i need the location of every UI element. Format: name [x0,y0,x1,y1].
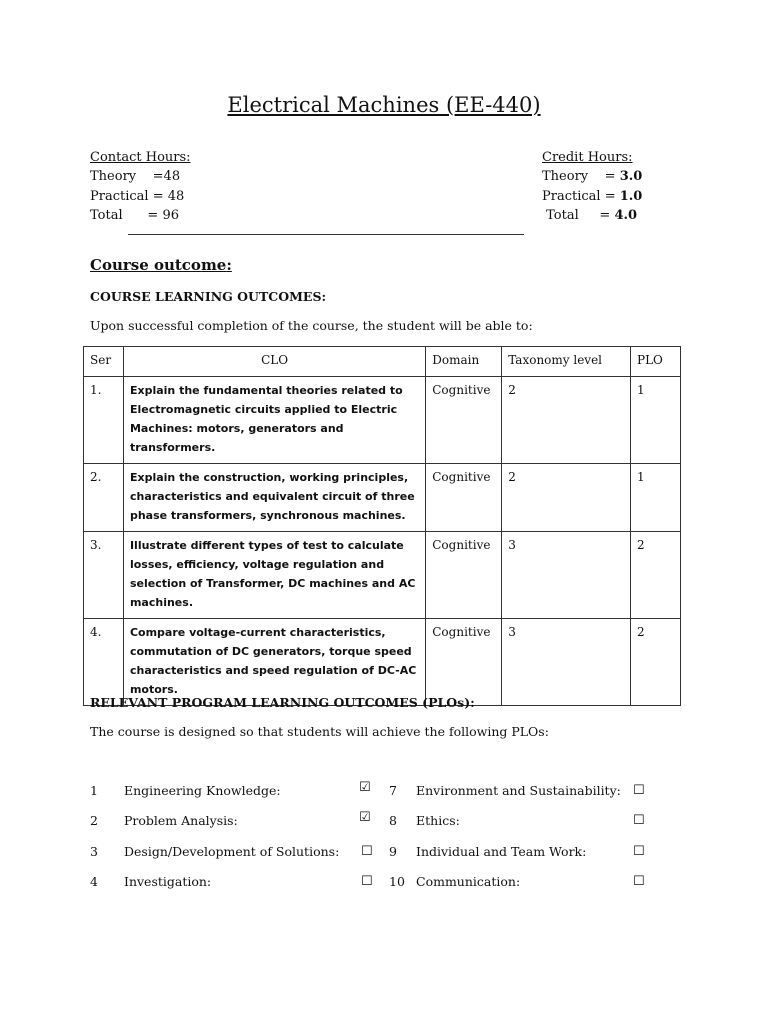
clo-heading: COURSE LEARNING OUTCOMES: [90,289,327,304]
table-row [84,464,681,532]
table-row [84,532,681,619]
checkbox-empty-icon[interactable]: ☐ [633,783,645,798]
plo-number: 3 [90,844,98,859]
checkbox-checked-icon[interactable]: ☑ [359,810,371,825]
header-ser: Ser [84,347,124,377]
checkbox-empty-icon[interactable]: ☐ [361,844,373,859]
credit-hours-theory: Theory = 3.0 [542,169,643,184]
table-row [84,619,681,706]
header-taxonomy: Taxonomy level [502,347,631,377]
plo-label: Ethics: [416,813,460,828]
plo-number: 1 [90,783,98,798]
cell-taxonomy: 2 [502,377,631,464]
cell-taxonomy: 3 [502,532,631,619]
cell-plo: 1 [631,377,681,464]
cell-clo: Explain the construction, working principles, characteristics and equivalent circuit of three phase transformers, synchronous machines. [123,464,425,532]
credit-hours-heading: Credit Hours: [542,150,633,165]
checkbox-empty-icon[interactable]: ☐ [633,874,645,889]
cell-clo: Explain the fundamental theories related to Electromagnetic circuits applied to Electric Machines: motors, generators and transformers. [123,377,425,464]
checkbox-empty-icon[interactable]: ☐ [361,874,373,889]
contact-hours-total: Total = 96 [90,208,179,223]
cell-ser: 3. [84,532,124,619]
checkbox-checked-icon[interactable]: ☑ [359,780,371,795]
table-row [84,377,681,464]
plo-label: Engineering Knowledge: [124,783,281,798]
page-title: Electrical Machines (EE-440) [227,93,541,117]
contact-hours-theory: Theory =48 [90,169,181,184]
divider-line [128,234,524,235]
header-domain: Domain [426,347,502,377]
plo-label: Problem Analysis: [124,813,238,828]
plo-label: Individual and Team Work: [416,844,587,859]
course-outcome-heading: Course outcome: [90,256,232,274]
plo-intro: The course is designed so that students will achieve the following PLOs: [90,724,549,739]
cell-clo: Compare voltage-current characteristics, commutation of DC generators, torque speed characteristics and speed regulation of DC-AC motors. [123,619,425,706]
plo-number: 10 [389,874,405,889]
plo-label: Design/Development of Solutions: [124,844,340,859]
cell-domain: Cognitive [426,464,502,532]
plo-label: Communication: [416,874,521,889]
header-clo: CLO [123,347,425,377]
cell-plo: 2 [631,619,681,706]
checkbox-empty-icon[interactable]: ☐ [633,844,645,859]
plo-label: Environment and Sustainability: [416,783,621,798]
credit-hours-total: Total = 4.0 [542,208,638,223]
checkbox-empty-icon[interactable]: ☐ [633,813,645,828]
cell-plo: 2 [631,532,681,619]
table-header-row [84,347,681,377]
plo-number: 9 [389,844,397,859]
cell-ser: 4. [84,619,124,706]
cell-taxonomy: 2 [502,464,631,532]
plo-number: 8 [389,813,397,828]
cell-taxonomy: 3 [502,619,631,706]
clo-table [83,346,681,706]
cell-ser: 1. [84,377,124,464]
cell-ser: 2. [84,464,124,532]
cell-plo: 1 [631,464,681,532]
header-plo: PLO [631,347,681,377]
cell-domain: Cognitive [426,619,502,706]
clo-intro: Upon successful completion of the course, the student will be able to: [90,318,533,333]
plo-number: 7 [389,783,397,798]
cell-domain: Cognitive [426,532,502,619]
plo-label: Investigation: [124,874,212,889]
plo-heading: RELEVANT PROGRAM LEARNING OUTCOMES (PLOs): [90,695,475,710]
credit-hours-practical: Practical = 1.0 [542,189,643,204]
cell-clo: Illustrate different types of test to calculate losses, efficiency, voltage regulation and selection of Transformer, DC machines and AC machines. [123,532,425,619]
contact-hours-practical: Practical = 48 [90,189,185,204]
plo-number: 2 [90,813,98,828]
plo-number: 4 [90,874,98,889]
contact-hours-heading: Contact Hours: [90,150,191,165]
cell-domain: Cognitive [426,377,502,464]
